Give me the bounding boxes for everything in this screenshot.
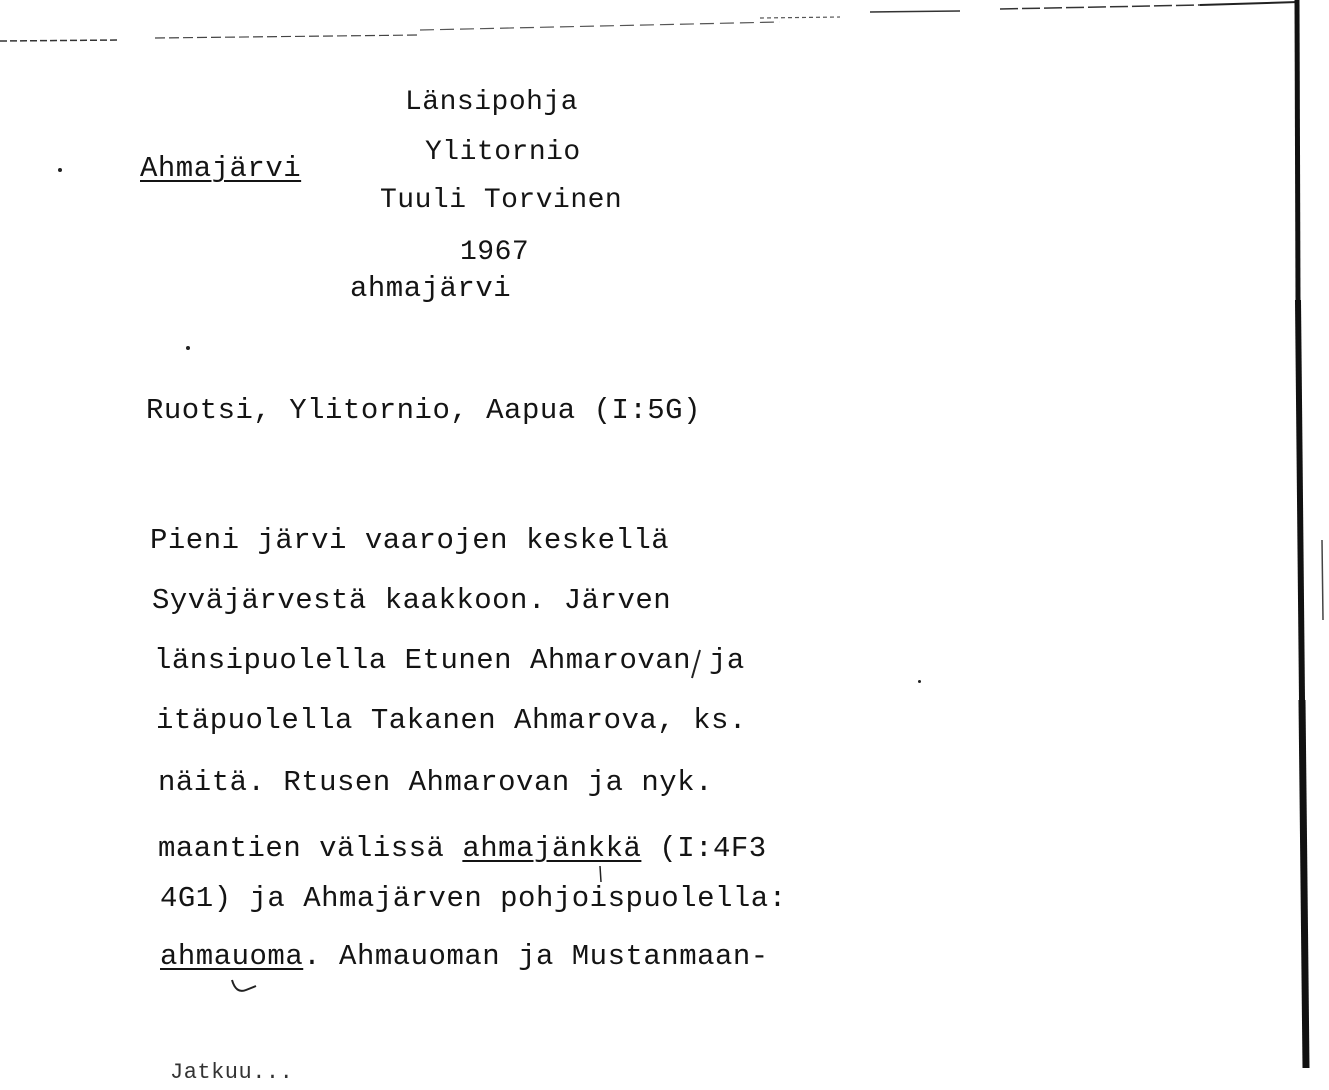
collector-label: Tuuli Torvinen bbox=[380, 185, 623, 216]
body-line-8-after: . Ahmauoman ja Mustanmaan- bbox=[303, 940, 769, 973]
location-line: Ruotsi, Ylitornio, Aapua (I:5G) bbox=[146, 394, 701, 427]
body-line-7: 4G1) ja Ahmajärven pohjoispuolella: bbox=[160, 882, 787, 915]
keyword-label: ahmajärvi bbox=[350, 272, 512, 305]
body-line-1: Pieni järvi vaarojen keskellä bbox=[150, 524, 670, 557]
title-word: Ahmajärvi bbox=[140, 152, 302, 185]
cut-off-bottom-line: Jatkuu... bbox=[170, 1060, 294, 1085]
body-line-6-after: (I:4F3 bbox=[641, 832, 767, 865]
body-line-3: länsipuolella Etunen Ahmarovan ja bbox=[154, 644, 745, 677]
term-ahmajankka: ahmajänkkä bbox=[462, 832, 642, 865]
region-label: Länsipohja bbox=[405, 87, 579, 118]
body-line-6-before: maantien välissä bbox=[158, 832, 463, 865]
parish-label: Ylitornio bbox=[425, 137, 581, 168]
year-label: 1967 bbox=[460, 237, 530, 268]
body-line-5: näitä. Rtusen Ahmarovan ja nyk. bbox=[158, 766, 713, 799]
term-ahmauoma: ahmauoma bbox=[160, 940, 304, 973]
body-line-4: itäpuolella Takanen Ahmarova, ks. bbox=[156, 704, 747, 737]
body-line-2: Syväjärvestä kaakkoon. Järven bbox=[152, 584, 672, 617]
